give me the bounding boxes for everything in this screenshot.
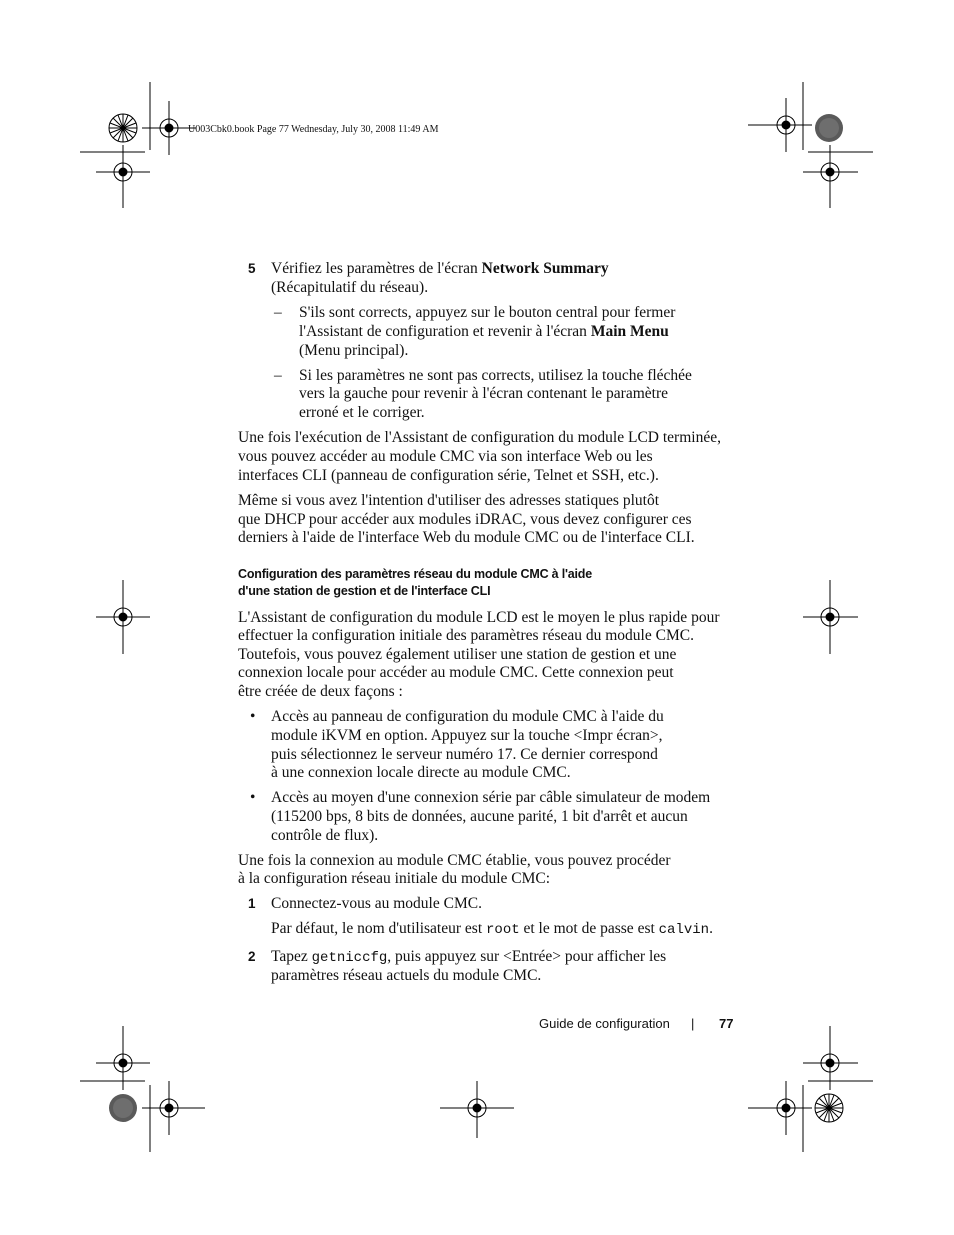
bullet-1-line: à une connexion locale directe au module CMC. bbox=[271, 764, 571, 781]
gray-disc bbox=[815, 114, 843, 142]
network-summary-label: Network Summary bbox=[481, 260, 609, 277]
paragraph-3-line: effectuer la configuration initiale des paramètres réseau du module CMC. bbox=[238, 627, 694, 644]
sub-item-1-text: l'Assistant de configuration et revenir à l'écran bbox=[299, 323, 591, 340]
bullet-2-line: contrôle de flux). bbox=[271, 827, 379, 844]
gray-disc bbox=[109, 1094, 137, 1122]
step-1-line-1: Connectez-vous au module CMC. bbox=[271, 895, 482, 912]
main-menu-label: Main Menu bbox=[590, 323, 669, 340]
step-1-text: Par défaut, le nom d'utilisateur est bbox=[271, 920, 487, 937]
bullet-1-line: Accès au panneau de configuration du module CMC à l'aide du bbox=[271, 708, 664, 725]
step-5-line-1 bbox=[271, 259, 609, 278]
footer-separator: | bbox=[691, 1016, 695, 1031]
registration-target bbox=[748, 1081, 812, 1135]
registration-target bbox=[803, 580, 858, 654]
paragraph-3-line: L'Assistant de configuration du module LCD est le moyen le plus rapide pour bbox=[238, 609, 720, 626]
step-2-line-2: paramètres réseau actuels du module CMC. bbox=[271, 967, 542, 984]
dash-marker: – bbox=[274, 304, 282, 321]
paragraph-1-line: Une fois l'exécution de l'Assistant de configuration du module LCD terminée, bbox=[238, 429, 721, 446]
step-2-text: , puis appuyez sur <Entrée> pour afficher les bbox=[387, 948, 667, 965]
username-code: root bbox=[486, 922, 520, 938]
command-code: getniccfg bbox=[311, 950, 388, 966]
paragraph-3-line: être créée de deux façons : bbox=[238, 683, 403, 700]
book-slug: U003Cbk0.book Page 77 Wednesday, July 30, 2008 11:49 AM bbox=[188, 124, 439, 135]
section-heading: Configuration des paramètres réseau du module CMC à l'aide bbox=[238, 567, 592, 581]
step-number: 2 bbox=[248, 949, 256, 964]
paragraph-1-line: interfaces CLI (panneau de configuration série, Telnet et SSH, etc.). bbox=[238, 467, 659, 484]
registration-target bbox=[96, 580, 150, 654]
step-5-line-2: (Récapitulatif du réseau). bbox=[271, 279, 429, 296]
bullet-1-line: puis sélectionnez le serveur numéro 17. Ce dernier correspond bbox=[271, 746, 658, 763]
registration-target bbox=[142, 1081, 205, 1135]
registration-target bbox=[96, 1026, 150, 1090]
step-1-text: et le mot de passe est bbox=[519, 920, 659, 937]
star-target bbox=[109, 114, 137, 142]
sub-item-1-line-1: S'ils sont corrects, appuyez sur le bouton central pour fermer bbox=[299, 304, 676, 321]
sub-item-2-line-3: erroné et le corriger. bbox=[299, 404, 425, 421]
registration-target bbox=[440, 1081, 514, 1138]
sub-item-1-line-2 bbox=[299, 322, 669, 341]
paragraph-2-line: derniers à l'aide de l'interface Web du module CMC ou de l'interface CLI. bbox=[238, 529, 695, 546]
step-2-text: Tapez bbox=[271, 948, 312, 965]
sub-item-2-line-2: vers la gauche pour revenir à l'écran contenant le paramètre bbox=[299, 385, 668, 402]
section-heading: d'une station de gestion et de l'interface CLI bbox=[238, 584, 491, 598]
sub-item-2-line-1: Si les paramètres ne sont pas corrects, utilisez la touche fléchée bbox=[299, 367, 692, 384]
password-code: calvin bbox=[658, 922, 710, 938]
bullet-1-line: module iKVM en option. Appuyez sur la touche <Impr écran>, bbox=[271, 727, 663, 744]
paragraph-1-line: vous pouvez accéder au module CMC via son interface Web ou les bbox=[238, 448, 653, 465]
step-1-line-2 bbox=[271, 919, 713, 940]
registration-target bbox=[803, 1026, 858, 1090]
paragraph-2-line: que DHCP pour accéder aux modules iDRAC, vous devez configurer ces bbox=[238, 511, 692, 528]
paragraph-3-line: connexion locale pour accéder au module CMC. Cette connexion peut bbox=[238, 664, 674, 681]
paragraph-4-line: à la configuration réseau initiale du module CMC: bbox=[238, 870, 551, 887]
step-number: 1 bbox=[248, 896, 256, 911]
bullet-marker: • bbox=[250, 708, 256, 725]
step-2-line-1 bbox=[271, 947, 666, 968]
registration-target bbox=[803, 145, 858, 208]
paragraph-2-line: Même si vous avez l'intention d'utiliser des adresses statiques plutôt bbox=[238, 492, 659, 509]
bullet-2-line: Accès au moyen d'une connexion série par câble simulateur de modem bbox=[271, 789, 711, 806]
registration-target bbox=[96, 145, 150, 208]
step-1-text: . bbox=[709, 920, 713, 937]
dash-marker: – bbox=[274, 367, 282, 384]
footer-chapter-title: Guide de configuration bbox=[539, 1016, 670, 1031]
bullet-marker: • bbox=[250, 789, 256, 806]
step-5-text: Vérifiez les paramètres de l'écran bbox=[271, 260, 482, 277]
paragraph-4-line: Une fois la connexion au module CMC établie, vous pouvez procéder bbox=[238, 852, 671, 869]
step-number: 5 bbox=[248, 261, 256, 276]
bullet-2-line: (115200 bps, 8 bits de données, aucune parité, 1 bit d'arrêt et aucun bbox=[271, 808, 688, 825]
page-number: 77 bbox=[719, 1016, 734, 1031]
star-target bbox=[815, 1094, 843, 1122]
sub-item-1-line-3: (Menu principal). bbox=[299, 342, 409, 359]
registration-target bbox=[748, 98, 812, 152]
paragraph-3-line: Toutefois, vous pouvez également utiliser une station de gestion et une bbox=[238, 646, 677, 663]
